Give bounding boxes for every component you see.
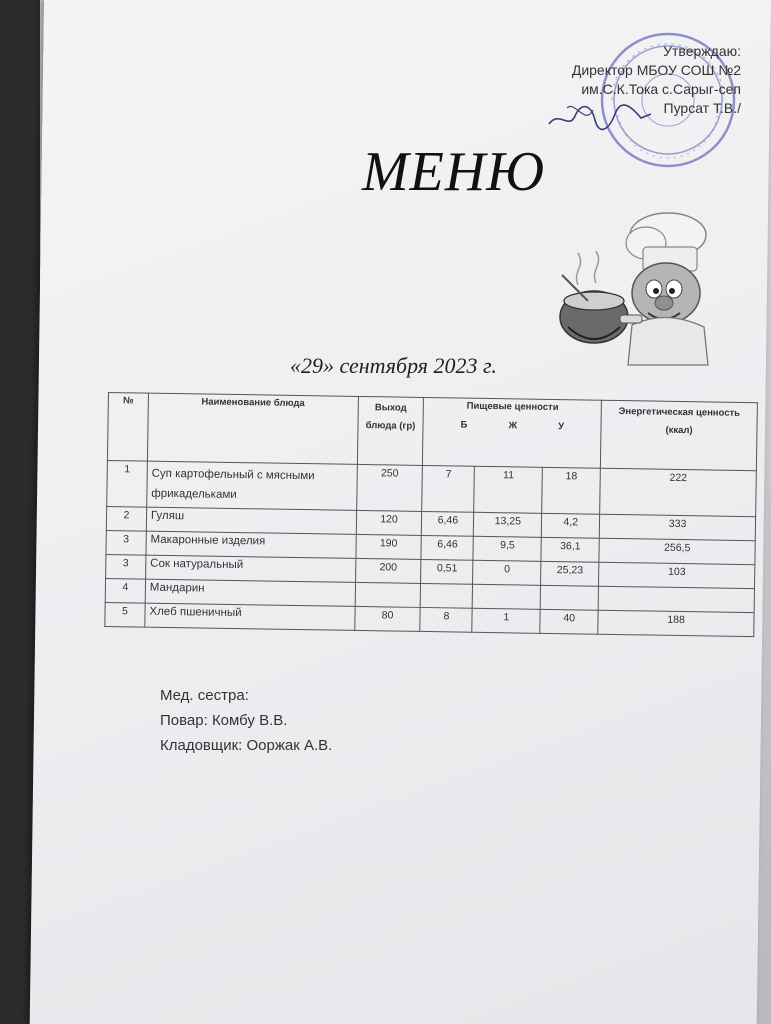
storekeeper-line: Кладовщик: Ооржак А.В. bbox=[160, 737, 333, 754]
approval-line: Директор МБОУ СОШ №2 bbox=[571, 62, 741, 78]
menu-table bbox=[104, 392, 758, 637]
staff-block bbox=[160, 683, 332, 758]
row-protein: 0,51 bbox=[421, 559, 473, 584]
row-dish-name: Макаронные изделия bbox=[146, 531, 356, 558]
header-dish-name: Наименование блюда bbox=[147, 393, 358, 464]
approval-line: им.С.К.Тока с.Сарыг-сеп bbox=[581, 81, 741, 97]
row-fat bbox=[473, 584, 541, 609]
row-carbs: 25,23 bbox=[541, 561, 599, 586]
row-output bbox=[355, 582, 421, 607]
row-dish-name: Сок натуральный bbox=[145, 555, 355, 582]
row-output: 200 bbox=[355, 558, 421, 583]
row-dish-name: Хлеб пшеничный bbox=[145, 603, 355, 630]
chef-illustration bbox=[548, 205, 723, 370]
header-protein: Б bbox=[460, 419, 468, 431]
row-dish-name: Гуляш bbox=[146, 507, 356, 534]
table-header-row bbox=[107, 393, 757, 471]
row-energy: 333 bbox=[599, 514, 755, 540]
row-number: 3 bbox=[106, 554, 146, 579]
row-number: 5 bbox=[105, 602, 145, 627]
approval-block bbox=[572, 42, 741, 118]
row-protein: 7 bbox=[422, 465, 475, 512]
header-carbs: У bbox=[558, 421, 565, 433]
header-output: Выход блюда (гр) bbox=[357, 396, 424, 465]
page-title: МЕНЮ bbox=[362, 141, 546, 203]
row-fat: 1 bbox=[472, 608, 540, 633]
row-carbs: 18 bbox=[542, 467, 601, 514]
row-fat: 13,25 bbox=[474, 512, 542, 537]
row-fat: 0 bbox=[473, 560, 541, 585]
row-number: 1 bbox=[107, 460, 148, 507]
row-protein: 6,46 bbox=[422, 511, 474, 536]
row-number: 2 bbox=[106, 506, 146, 531]
approval-line: Утверждаю: bbox=[663, 43, 741, 59]
row-energy: 222 bbox=[600, 468, 757, 516]
row-energy: 188 bbox=[598, 610, 754, 636]
row-number: 3 bbox=[106, 530, 146, 555]
row-output: 80 bbox=[354, 606, 420, 631]
menu-date: «29» сентября 2023 г. bbox=[290, 353, 497, 378]
cook-line: Повар: Комбу В.В. bbox=[160, 712, 288, 729]
row-protein: 6,46 bbox=[421, 535, 473, 560]
row-carbs: 40 bbox=[540, 609, 598, 634]
row-dish-name: Суп картофельный с мясными фрикадельками bbox=[147, 461, 357, 510]
row-dish-name: Мандарин bbox=[145, 579, 355, 606]
row-carbs: 4,2 bbox=[542, 513, 600, 538]
row-fat: 11 bbox=[474, 466, 543, 513]
row-energy bbox=[598, 586, 754, 612]
row-energy: 103 bbox=[599, 562, 755, 588]
header-number: № bbox=[107, 393, 148, 462]
row-energy: 256,5 bbox=[599, 538, 755, 564]
row-number: 4 bbox=[105, 578, 145, 603]
nutrient-subheaders bbox=[428, 419, 597, 433]
row-output: 120 bbox=[356, 510, 422, 535]
approval-line: Пурсат Т.В./ bbox=[663, 100, 741, 116]
row-carbs: 36,1 bbox=[541, 537, 599, 562]
row-protein: 8 bbox=[420, 607, 472, 632]
row-carbs bbox=[540, 585, 598, 610]
row-protein bbox=[421, 583, 473, 608]
row-output: 250 bbox=[356, 464, 423, 511]
row-output: 190 bbox=[355, 534, 421, 559]
header-fat: Ж bbox=[508, 420, 518, 432]
nurse-line: Мед. сестра: bbox=[160, 687, 249, 704]
header-nutrients bbox=[423, 397, 602, 468]
header-nutrients-label: Пищевые ценности bbox=[466, 400, 559, 414]
header-energy: Энергетическая ценность (ккал) bbox=[601, 400, 758, 470]
row-fat: 9,5 bbox=[473, 536, 541, 561]
